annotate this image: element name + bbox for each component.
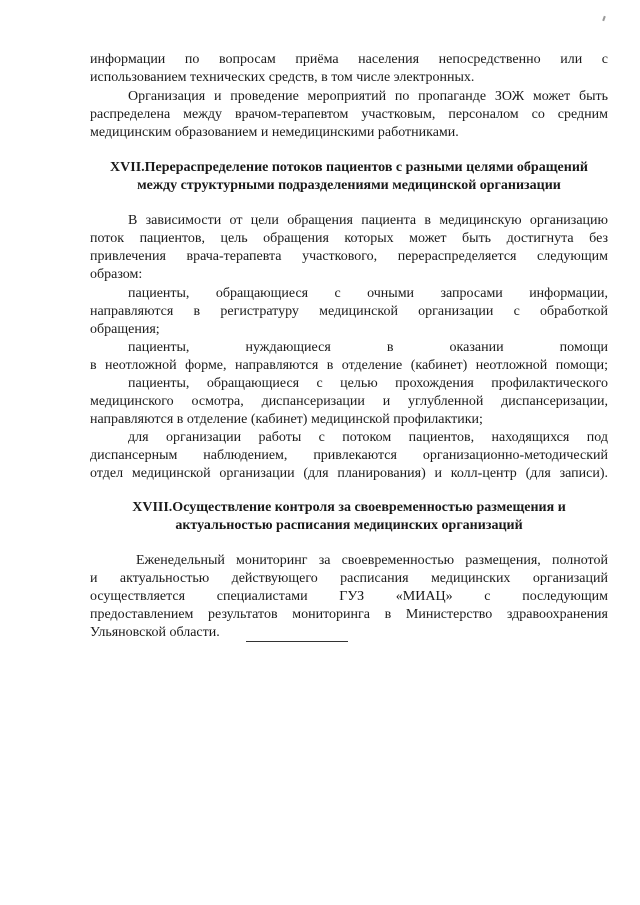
s17-item-b-line-2: в неотложной форме, направляются в отделение (кабинет) неотложной помощи; <box>90 358 608 373</box>
intro-line-5: медицинским образованием и немедицинскими работниками. <box>90 125 459 140</box>
s17-item-c-line-3: направляются в отделение (кабинет) медицинской профилактики; <box>90 412 483 427</box>
s17-para-line-4: образом: <box>90 267 143 282</box>
s17-item-d-line-1: для организации работы с потоком пациентов, находящихся под <box>128 430 608 445</box>
s17-item-b-line-1: пациенты, нуждающиеся в оказании помощи <box>128 340 608 355</box>
intro-line-4: распределена между врачом-терапевтом участковым, персоналом со средним <box>90 107 608 122</box>
intro-line-2: использованием технических средств, в том числе электронных. <box>90 70 475 85</box>
intro-line-1: информации по вопросам приёма населения непосредственно или с <box>90 52 608 67</box>
s18-para-line-5: Ульяновской области. <box>90 625 220 640</box>
s17-item-a-line-2: направляются в регистратуру медицинской организации с обработкой <box>90 304 608 319</box>
section-17-heading-line-2: между структурными подразделениями медицинской организации <box>137 178 561 193</box>
s17-para-line-3: привлечения врача-терапевта участкового, перераспределяется следующим <box>90 249 608 264</box>
s17-item-c-line-1: пациенты, обращающиеся с целью прохождения профилактического <box>128 376 608 391</box>
s17-item-a-line-3: обращения; <box>90 322 160 337</box>
s18-para-line-4: предоставлением результатов мониторинга в Министерство здравоохранения <box>90 607 608 622</box>
end-rule <box>246 641 348 642</box>
s17-para-line-1: В зависимости от цели обращения пациента в медицинскую организацию <box>128 213 608 228</box>
corner-mark <box>602 16 606 21</box>
s17-item-a-line-1: пациенты, обращающиеся с очными запросами информации, <box>128 286 608 301</box>
s17-item-c-line-2: медицинского осмотра, диспансеризации и углубленной диспансеризации, <box>90 394 608 409</box>
section-18-heading-line-1: XVIII.Осуществление контроля за своевременностью размещения и <box>132 500 566 515</box>
s18-para-line-1: Еженедельный мониторинг за своевременностью размещения, полнотой <box>136 553 608 568</box>
s18-para-line-2: и актуальностью действующего расписания медицинских организаций <box>90 571 608 586</box>
section-17-heading-line-1: XVII.Перераспределение потоков пациентов с разными целями обращений <box>110 160 588 175</box>
s17-para-line-2: поток пациентов, цель обращения которых может быть достигнута без <box>90 231 608 246</box>
section-18-heading-line-2: актуальностью расписания медицинских организаций <box>175 518 523 533</box>
s17-item-d-line-2: диспансерным наблюдением, привлекаются организационно-методический <box>90 448 608 463</box>
s18-para-line-3: осуществляется специалистами ГУЗ «МИАЦ» с последующим <box>90 589 608 604</box>
s17-item-d-line-3: отдел медицинской организации (для планирования) и колл-центр (для записи). <box>90 466 608 481</box>
intro-line-3: Организация и проведение мероприятий по пропаганде ЗОЖ может быть <box>128 89 608 104</box>
